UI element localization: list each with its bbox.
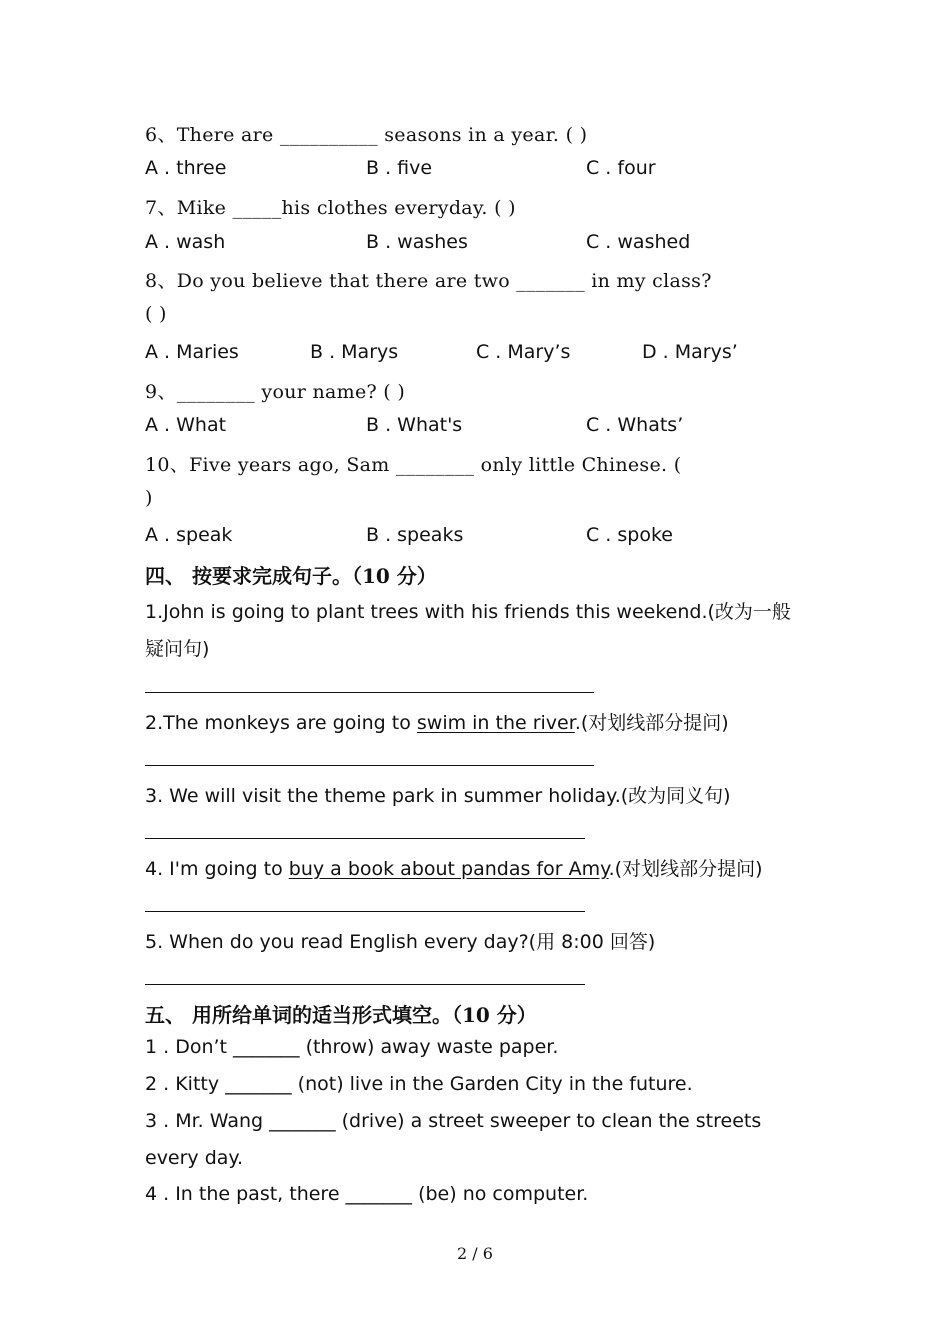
question-8-option-c: C . Mary’s bbox=[476, 341, 571, 363]
s4-item-3: 3. We will visit the theme park in summer holiday.(改为同义句) bbox=[145, 785, 731, 807]
s4-item-2-post: .(对划线部分提问) bbox=[574, 712, 729, 734]
question-6-option-c: C . four bbox=[586, 157, 656, 179]
s4-item-1-cont: 疑问句) bbox=[145, 638, 210, 660]
question-8-option-d: D . Marys’ bbox=[642, 341, 738, 363]
s4-item-4-pre: 4. I'm going to bbox=[145, 858, 289, 880]
section-5-title: 五、 用所给单词的适当形式填空。（10 分） bbox=[145, 1003, 537, 1027]
answer-line-5[interactable] bbox=[145, 984, 585, 985]
s5-item-2: 2 . Kitty _______ (not) live in the Garden City in the future. bbox=[145, 1073, 693, 1095]
s4-item-5: 5. When do you read English every day?(用 8:00 回答) bbox=[145, 931, 656, 953]
question-9-option-c: C . Whats’ bbox=[586, 414, 684, 436]
question-7-option-b: B . washes bbox=[366, 231, 468, 253]
question-6-option-a: A . three bbox=[145, 157, 227, 179]
s5-item-1: 1 . Don’t _______ (throw) away waste paper. bbox=[145, 1036, 559, 1058]
answer-line-2[interactable] bbox=[145, 765, 594, 766]
s4-item-4-underlined: buy a book about pandas for Amy bbox=[288, 858, 609, 880]
answer-line-3[interactable] bbox=[145, 838, 585, 839]
answer-line-4[interactable] bbox=[145, 911, 585, 912]
s4-item-4 bbox=[145, 854, 763, 881]
question-7-stem: 7、Mike _____his clothes everyday. ( ) bbox=[145, 197, 516, 219]
question-9-option-a: A . What bbox=[145, 414, 227, 436]
question-10-option-c: C . spoke bbox=[586, 524, 673, 546]
s5-item-3-cont: every day. bbox=[145, 1147, 243, 1169]
s4-item-2 bbox=[145, 708, 729, 735]
question-6-stem: 6、There are __________ seasons in a year. ( ) bbox=[145, 124, 588, 146]
s4-item-1: 1.John is going to plant trees with his friends this weekend.(改为一般 bbox=[145, 601, 791, 623]
answer-line-1[interactable] bbox=[145, 692, 594, 693]
question-9-stem: 9、________ your name? ( ) bbox=[145, 381, 406, 403]
question-8-stem: 8、Do you believe that there are two _______ in my class? bbox=[145, 270, 712, 292]
question-9-option-b: B . What's bbox=[366, 414, 463, 436]
s4-item-4-post: .(对划线部分提问) bbox=[608, 858, 763, 880]
s5-item-4: 4 . In the past, there _______ (be) no computer. bbox=[145, 1183, 589, 1205]
s5-item-3: 3 . Mr. Wang _______ (drive) a street sweeper to clean the streets bbox=[145, 1110, 762, 1132]
question-8-option-b: B . Marys bbox=[310, 341, 399, 363]
page-number: 2 / 6 bbox=[457, 1244, 493, 1263]
s4-item-2-underlined: swim in the river bbox=[416, 712, 575, 734]
question-7-option-a: A . wash bbox=[145, 231, 226, 253]
section-4-title: 四、 按要求完成句子。（10 分） bbox=[145, 564, 437, 588]
question-10-option-b: B . speaks bbox=[366, 524, 464, 546]
question-10-stem: 10、Five years ago, Sam ________ only little Chinese. ( bbox=[145, 454, 682, 476]
question-10-option-a: A . speak bbox=[145, 524, 233, 546]
question-7-option-c: C . washed bbox=[586, 231, 691, 253]
question-8-stem-cont: ( ) bbox=[145, 303, 167, 325]
s4-item-2-pre: 2.The monkeys are going to bbox=[145, 712, 417, 734]
question-8-option-a: A . Maries bbox=[145, 341, 239, 363]
question-10-stem-cont: ) bbox=[145, 487, 153, 509]
question-6-option-b: B . five bbox=[366, 157, 433, 179]
